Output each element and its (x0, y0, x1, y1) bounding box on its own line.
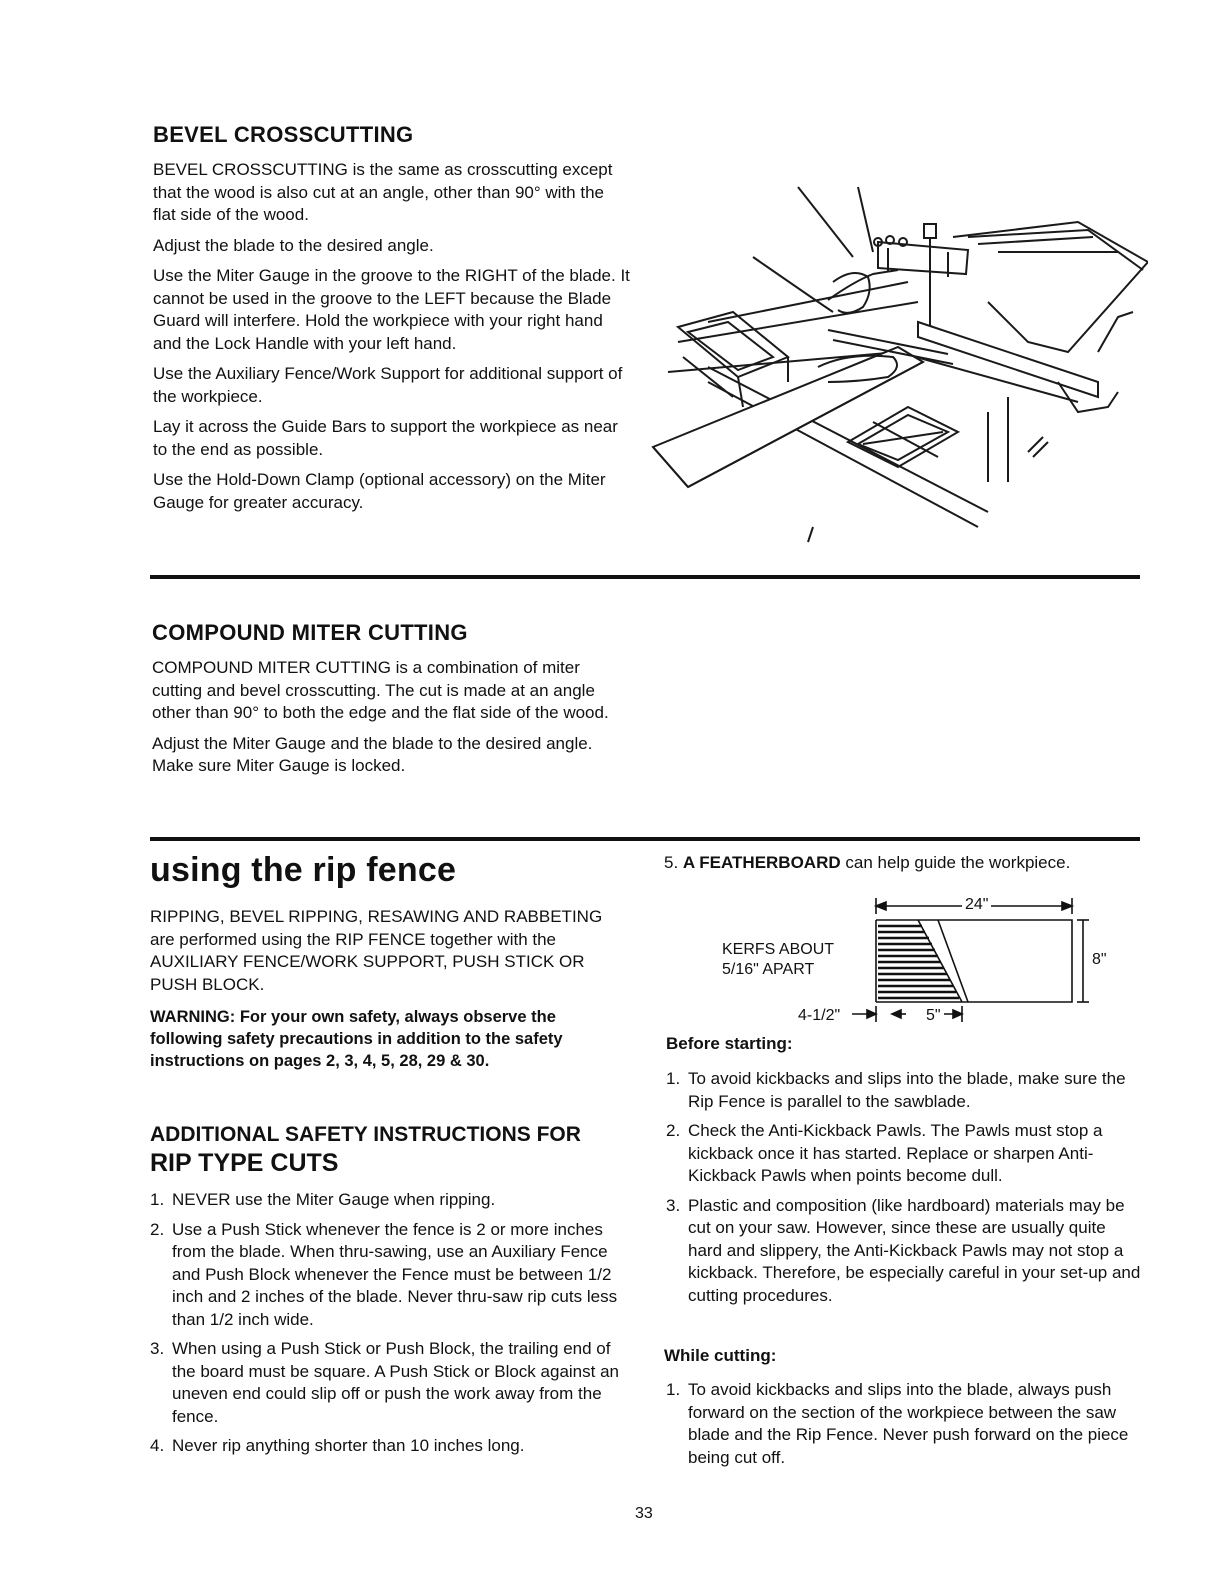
bevel-body (153, 159, 630, 514)
bevel-para-4: Use the Auxiliary Fence/Work Support for additional support of the workpiece. (153, 364, 623, 406)
featherboard-height-label: 8" (1092, 951, 1107, 968)
list-item-text: Plastic and composition (like hardboard) materials may be cut on your saw. However, since these are usually quite hard and slippery, the Anti-Kickback Pawls may not stop a kickback. Therefore, be especially careful in your set-up and cutting procedures. (688, 1195, 1141, 1305)
featherboard-offset-label: 4-1/2" (798, 1007, 841, 1024)
compound-para-1: COMPOUND MITER CUTTING is a combination of miter cutting and bevel crosscutting. The cut is made at an angle other than 90° to both the edge and the flat side of the wood. (152, 658, 609, 722)
additional-safety-heading-line-1: ADDITIONAL SAFETY INSTRUCTIONS FOR (150, 1123, 581, 1146)
list-item-text: To avoid kickbacks and slips into the blade, make sure the Rip Fence is parallel to the sawblade. (688, 1069, 1126, 1111)
list-item-text: Use a Push Stick whenever the fence is 2 or more inches from the blade. When thru-sawing, use an Auxiliary Fence and Push Block whenever the Fence must be between 1/2 inch and 2 inches of the blade. Never thru-saw rip cuts less than 1/2 inch wide. (172, 1219, 618, 1329)
table-saw-bevel-crosscut-illustration (648, 182, 1148, 552)
list-item (150, 1338, 628, 1428)
bevel-para-5: Lay it across the Guide Bars to support the workpiece as near to the end as possible. (153, 417, 618, 459)
compound-heading: COMPOUND MITER CUTTING (152, 620, 468, 645)
while-cutting-heading: While cutting: (664, 1346, 777, 1365)
list-item (150, 1219, 628, 1332)
additional-safety-heading (150, 1122, 628, 1178)
rip-fence-title: using the rip fence (150, 851, 457, 889)
bevel-para-2: Adjust the blade to the desired angle. (153, 235, 434, 255)
featherboard-term: A FEATHERBOARD (682, 853, 841, 872)
list-item (666, 1120, 1142, 1188)
list-item-text: To avoid kickbacks and slips into the blade, always push forward on the section of the workpiece between the saw blade and the Rip Fence. Never push forward on the piece being cut off. (688, 1380, 1129, 1467)
list-item-number: 3. (150, 1339, 165, 1358)
list-item-number: 1. (666, 1069, 681, 1088)
list-item (666, 1068, 1142, 1113)
compound-para-2: Adjust the Miter Gauge and the blade to the desired angle. Make sure Miter Gauge is locked. (152, 733, 593, 775)
list-item (150, 1435, 628, 1458)
bevel-heading: BEVEL CROSSCUTTING (153, 122, 414, 147)
featherboard-width-label: 24" (962, 895, 991, 915)
compound-body (152, 657, 627, 778)
rip-left-column (150, 906, 628, 1072)
while-cutting-list (666, 1379, 1142, 1476)
rip-intro: RIPPING, BEVEL RIPPING, RESAWING AND RABBETING are performed using the RIP FENCE together with the AUXILIARY FENCE/WORK SUPPORT, PUSH STICK OR PUSH BLOCK. (150, 907, 603, 994)
section-divider-2 (150, 837, 1140, 841)
featherboard-diagram (700, 890, 1120, 1030)
rip-warning: WARNING: For your own safety, always observe the following safety precautions in addition to the safety instructions on pages 2, 3, 4, 5, 28, 29 & 30. (150, 1008, 563, 1070)
section-divider-1 (150, 575, 1140, 579)
list-item-text: When using a Push Stick or Push Block, the trailing end of the board must be square. A Push Stick or Block against an uneven end could slip off or push the work away from the fence. (172, 1339, 619, 1426)
featherboard-item-text: can help guide the workpiece. (845, 853, 1071, 872)
list-item-number: 2. (666, 1121, 681, 1140)
list-item-number: 2. (150, 1219, 165, 1239)
featherboard-base-label: 5" (926, 1007, 941, 1024)
additional-safety-heading-line-2: RIP TYPE CUTS (150, 1149, 339, 1177)
list-item-number: 1. (150, 1190, 165, 1209)
page-number: 33 (635, 1505, 653, 1522)
list-item-text: Never rip anything shorter than 10 inches long. (172, 1436, 525, 1455)
list-item-number: 1. (666, 1380, 681, 1399)
bevel-para-6: Use the Hold-Down Clamp (optional accessory) on the Miter Gauge for greater accuracy. (153, 470, 606, 512)
featherboard-item (664, 852, 1144, 874)
kerfs-label-line-2: 5/16" APART (722, 961, 815, 978)
before-starting-heading: Before starting: (666, 1034, 793, 1053)
list-item (666, 1195, 1142, 1308)
list-item (150, 1189, 628, 1212)
list-item (666, 1379, 1142, 1469)
list-item-number: 3. (666, 1195, 681, 1215)
kerfs-label-line-1: KERFS ABOUT (722, 941, 835, 958)
featherboard-item-number: 5. (664, 853, 679, 872)
list-item-text: Check the Anti-Kickback Pawls. The Pawls must stop a kickback once it has started. Replace or sharpen Anti-Kickback Pawls when points become dull. (688, 1121, 1103, 1185)
bevel-para-3: Use the Miter Gauge in the groove to the RIGHT of the blade. It cannot be used in the groove to the LEFT because the Blade Guard will interfere. Hold the workpiece with your right hand and the Lock Handle with your left hand. (153, 266, 630, 353)
rip-safety-list (150, 1189, 628, 1465)
list-item-text: NEVER use the Miter Gauge when ripping. (172, 1190, 496, 1209)
before-starting-list (666, 1068, 1142, 1314)
bevel-para-1: BEVEL CROSSCUTTING is the same as crosscutting except that the wood is also cut at an angle, other than 90° with the flat side of the wood. (153, 160, 613, 224)
list-item-number: 4. (150, 1436, 165, 1455)
